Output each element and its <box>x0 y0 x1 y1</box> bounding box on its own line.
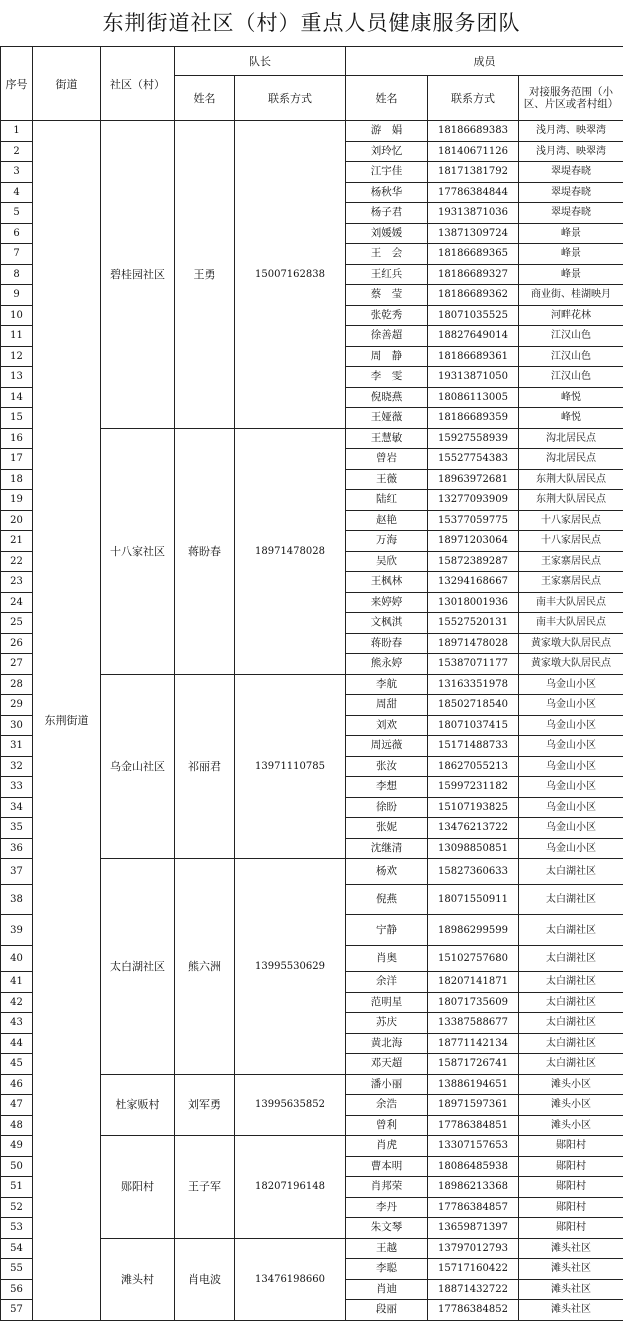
member-scope: 黄家墩大队居民点 <box>519 633 623 654</box>
member-phone: 17786384851 <box>428 1115 519 1136</box>
member-phone: 13163351978 <box>428 674 519 695</box>
row-seq: 17 <box>1 449 33 470</box>
member-phone: 15377059775 <box>428 510 519 531</box>
header-street: 街道 <box>33 47 101 121</box>
leader-phone-cell: 13971110785 <box>235 674 346 859</box>
row-seq: 51 <box>1 1177 33 1198</box>
member-scope: 王家寨居民点 <box>519 551 623 572</box>
member-scope: 河畔花林 <box>519 305 623 326</box>
member-name: 刘媛媛 <box>346 223 428 244</box>
member-scope: 郧阳村 <box>519 1156 623 1177</box>
row-seq: 36 <box>1 838 33 859</box>
member-name: 张汝 <box>346 756 428 777</box>
member-phone: 18502718540 <box>428 695 519 716</box>
member-name: 游 娟 <box>346 121 428 142</box>
member-phone: 18971478028 <box>428 633 519 654</box>
member-name: 邓天超 <box>346 1054 428 1075</box>
member-name: 王红兵 <box>346 264 428 285</box>
header-scope: 对接服务范围（小区、片区或者村组） <box>519 76 623 121</box>
member-scope: 江汉山色 <box>519 367 623 388</box>
member-phone: 18071037415 <box>428 715 519 736</box>
member-phone: 18986299599 <box>428 915 519 946</box>
member-scope: 沟北居民点 <box>519 449 623 470</box>
member-scope: 浅月湾、映翠湾 <box>519 121 623 142</box>
member-scope: 南丰大队居民点 <box>519 613 623 634</box>
member-scope: 峰悦 <box>519 387 623 408</box>
row-seq: 20 <box>1 510 33 531</box>
community-cell: 碧桂园社区 <box>101 121 175 429</box>
row-seq: 15 <box>1 408 33 429</box>
row-seq: 43 <box>1 1013 33 1034</box>
row-seq: 26 <box>1 633 33 654</box>
member-scope: 翠堤春晓 <box>519 203 623 224</box>
row-seq: 53 <box>1 1218 33 1239</box>
member-name: 张乾秀 <box>346 305 428 326</box>
member-phone: 13018001936 <box>428 592 519 613</box>
member-name: 朱文琴 <box>346 1218 428 1239</box>
member-phone: 18071035525 <box>428 305 519 326</box>
header-seq: 序号 <box>1 47 33 121</box>
member-name: 余洋 <box>346 972 428 993</box>
row-seq: 18 <box>1 469 33 490</box>
member-phone: 19313871036 <box>428 203 519 224</box>
community-cell: 杜家贩村 <box>101 1074 175 1136</box>
member-scope: 滩头小区 <box>519 1115 623 1136</box>
leader-name-cell: 蒋盼春 <box>175 428 235 674</box>
member-phone: 18086113005 <box>428 387 519 408</box>
member-name: 李想 <box>346 777 428 798</box>
row-seq: 44 <box>1 1033 33 1054</box>
member-scope: 浅月湾、映翠湾 <box>519 141 623 162</box>
header-leader-contact: 联系方式 <box>235 76 346 121</box>
member-name: 周远薇 <box>346 736 428 757</box>
member-scope: 乌金山小区 <box>519 695 623 716</box>
member-phone: 18771142134 <box>428 1033 519 1054</box>
leader-name-cell: 肖电波 <box>175 1238 235 1320</box>
member-scope: 江汉山色 <box>519 346 623 367</box>
row-seq: 45 <box>1 1054 33 1075</box>
member-scope: 郧阳村 <box>519 1218 623 1239</box>
member-scope: 峰悦 <box>519 408 623 429</box>
member-scope: 王家寨居民点 <box>519 572 623 593</box>
member-name: 杨子君 <box>346 203 428 224</box>
row-seq: 23 <box>1 572 33 593</box>
row-seq: 27 <box>1 654 33 675</box>
member-scope: 乌金山小区 <box>519 674 623 695</box>
row-seq: 28 <box>1 674 33 695</box>
row-seq: 19 <box>1 490 33 511</box>
member-phone: 15827360633 <box>428 859 519 885</box>
row-seq: 29 <box>1 695 33 716</box>
row-seq: 42 <box>1 992 33 1013</box>
row-seq: 38 <box>1 885 33 915</box>
member-scope: 滩头社区 <box>519 1259 623 1280</box>
row-seq: 50 <box>1 1156 33 1177</box>
member-phone: 18186689365 <box>428 244 519 265</box>
member-scope: 乌金山小区 <box>519 756 623 777</box>
member-phone: 13294168667 <box>428 572 519 593</box>
leader-phone-cell: 15007162838 <box>235 121 346 429</box>
community-cell: 滩头村 <box>101 1238 175 1320</box>
member-scope: 太白湖社区 <box>519 972 623 993</box>
member-name: 黄北海 <box>346 1033 428 1054</box>
community-cell: 乌金山社区 <box>101 674 175 859</box>
member-name: 陆红 <box>346 490 428 511</box>
member-name: 王枫林 <box>346 572 428 593</box>
leader-name-cell: 祁丽君 <box>175 674 235 859</box>
member-phone: 15527520131 <box>428 613 519 634</box>
row-seq: 13 <box>1 367 33 388</box>
member-phone: 18627055213 <box>428 756 519 777</box>
member-name: 王越 <box>346 1238 428 1259</box>
header-leader: 队长 <box>175 47 346 76</box>
member-scope: 江汉山色 <box>519 326 623 347</box>
member-scope: 乌金山小区 <box>519 797 623 818</box>
member-scope: 十八家居民点 <box>519 531 623 552</box>
member-scope: 太白湖社区 <box>519 885 623 915</box>
member-scope: 太白湖社区 <box>519 1054 623 1075</box>
member-phone: 13886194651 <box>428 1074 519 1095</box>
member-name: 肖虎 <box>346 1136 428 1157</box>
table-body <box>1 121 623 1321</box>
member-phone: 13277093909 <box>428 490 519 511</box>
row-seq: 40 <box>1 946 33 972</box>
member-scope: 乌金山小区 <box>519 777 623 798</box>
member-name: 余浩 <box>346 1095 428 1116</box>
member-phone: 15107193825 <box>428 797 519 818</box>
street-cell: 东荆街道 <box>33 121 101 1321</box>
member-name: 王娅薇 <box>346 408 428 429</box>
member-scope: 十八家居民点 <box>519 510 623 531</box>
member-name: 吴欣 <box>346 551 428 572</box>
row-seq: 57 <box>1 1300 33 1321</box>
row-seq: 33 <box>1 777 33 798</box>
row-seq: 41 <box>1 972 33 993</box>
member-phone: 18986213368 <box>428 1177 519 1198</box>
member-phone: 15102757680 <box>428 946 519 972</box>
row-seq: 7 <box>1 244 33 265</box>
row-seq: 49 <box>1 1136 33 1157</box>
member-scope: 滩头小区 <box>519 1095 623 1116</box>
member-scope: 乌金山小区 <box>519 838 623 859</box>
row-seq: 8 <box>1 264 33 285</box>
member-phone: 13871309724 <box>428 223 519 244</box>
member-phone: 19313871050 <box>428 367 519 388</box>
member-scope: 翠堤春晓 <box>519 162 623 183</box>
member-name: 沈继清 <box>346 838 428 859</box>
leader-phone-cell: 13476198660 <box>235 1238 346 1320</box>
member-name: 蒋盼春 <box>346 633 428 654</box>
member-phone: 13659871397 <box>428 1218 519 1239</box>
member-phone: 17786384844 <box>428 182 519 203</box>
member-scope: 太白湖社区 <box>519 992 623 1013</box>
member-phone: 15997231182 <box>428 777 519 798</box>
member-scope: 太白湖社区 <box>519 915 623 946</box>
row-seq: 32 <box>1 756 33 777</box>
member-phone: 18186689327 <box>428 264 519 285</box>
member-name: 苏庆 <box>346 1013 428 1034</box>
row-seq: 3 <box>1 162 33 183</box>
row-seq: 6 <box>1 223 33 244</box>
row-seq: 2 <box>1 141 33 162</box>
member-name: 李聪 <box>346 1259 428 1280</box>
member-scope: 滩头社区 <box>519 1279 623 1300</box>
member-scope: 翠堤春晓 <box>519 182 623 203</box>
member-phone: 18086485938 <box>428 1156 519 1177</box>
row-seq: 54 <box>1 1238 33 1259</box>
row-seq: 9 <box>1 285 33 306</box>
member-phone: 15527754383 <box>428 449 519 470</box>
member-scope: 太白湖社区 <box>519 1033 623 1054</box>
row-seq: 37 <box>1 859 33 885</box>
row-seq: 39 <box>1 915 33 946</box>
member-name: 范明星 <box>346 992 428 1013</box>
member-phone: 18071550911 <box>428 885 519 915</box>
member-name: 李航 <box>346 674 428 695</box>
member-phone: 18140671126 <box>428 141 519 162</box>
member-name: 文枫淇 <box>346 613 428 634</box>
member-phone: 15872389287 <box>428 551 519 572</box>
member-name: 周 静 <box>346 346 428 367</box>
member-name: 徐盼 <box>346 797 428 818</box>
row-seq: 35 <box>1 818 33 839</box>
member-phone: 15927558939 <box>428 428 519 449</box>
member-name: 杨欢 <box>346 859 428 885</box>
member-phone: 18186689361 <box>428 346 519 367</box>
member-scope: 郧阳村 <box>519 1177 623 1198</box>
member-scope: 峰景 <box>519 223 623 244</box>
header-leader-name: 姓名 <box>175 76 235 121</box>
member-scope: 商业街、桂湖映月 <box>519 285 623 306</box>
header-members: 成员 <box>346 47 623 76</box>
table-row <box>1 121 623 142</box>
member-scope: 滩头社区 <box>519 1238 623 1259</box>
member-scope: 太白湖社区 <box>519 859 623 885</box>
member-scope: 滩头社区 <box>519 1300 623 1321</box>
member-name: 曹本明 <box>346 1156 428 1177</box>
member-phone: 13476213722 <box>428 818 519 839</box>
member-scope: 东荆大队居民点 <box>519 469 623 490</box>
row-seq: 11 <box>1 326 33 347</box>
member-phone: 13307157653 <box>428 1136 519 1157</box>
member-name: 刘欢 <box>346 715 428 736</box>
member-scope: 南丰大队居民点 <box>519 592 623 613</box>
member-name: 王薇 <box>346 469 428 490</box>
member-phone: 18971203064 <box>428 531 519 552</box>
member-name: 周甜 <box>346 695 428 716</box>
member-phone: 13387588677 <box>428 1013 519 1034</box>
member-name: 张妮 <box>346 818 428 839</box>
member-name: 赵艳 <box>346 510 428 531</box>
member-scope: 乌金山小区 <box>519 736 623 757</box>
member-name: 潘小丽 <box>346 1074 428 1095</box>
member-scope: 沟北居民点 <box>519 428 623 449</box>
member-name: 王慧敏 <box>346 428 428 449</box>
member-scope: 太白湖社区 <box>519 1013 623 1034</box>
member-scope: 郧阳村 <box>519 1136 623 1157</box>
member-phone: 18963972681 <box>428 469 519 490</box>
member-phone: 18171381792 <box>428 162 519 183</box>
row-seq: 24 <box>1 592 33 613</box>
member-phone: 15171488733 <box>428 736 519 757</box>
leader-phone-cell: 13995635852 <box>235 1074 346 1136</box>
member-name: 肖邦荣 <box>346 1177 428 1198</box>
row-seq: 12 <box>1 346 33 367</box>
row-seq: 47 <box>1 1095 33 1116</box>
member-name: 王 会 <box>346 244 428 265</box>
member-scope: 滩头小区 <box>519 1074 623 1095</box>
member-phone: 15717160422 <box>428 1259 519 1280</box>
member-scope: 东荆大队居民点 <box>519 490 623 511</box>
row-seq: 52 <box>1 1197 33 1218</box>
row-seq: 14 <box>1 387 33 408</box>
member-name: 万海 <box>346 531 428 552</box>
member-phone: 18827649014 <box>428 326 519 347</box>
member-phone: 15387071177 <box>428 654 519 675</box>
header-member-contact: 联系方式 <box>428 76 519 121</box>
row-seq: 46 <box>1 1074 33 1095</box>
member-name: 段丽 <box>346 1300 428 1321</box>
member-scope: 峰景 <box>519 244 623 265</box>
member-name: 倪燕 <box>346 885 428 915</box>
row-seq: 25 <box>1 613 33 634</box>
health-team-table <box>0 46 623 1321</box>
member-name: 倪晓燕 <box>346 387 428 408</box>
row-seq: 1 <box>1 121 33 142</box>
member-name: 杨秋华 <box>346 182 428 203</box>
member-phone: 17786384852 <box>428 1300 519 1321</box>
member-name: 徐善超 <box>346 326 428 347</box>
member-name: 熊永婷 <box>346 654 428 675</box>
leader-phone-cell: 18971478028 <box>235 428 346 674</box>
community-cell: 十八家社区 <box>101 428 175 674</box>
member-name: 李 雯 <box>346 367 428 388</box>
member-phone: 18871432722 <box>428 1279 519 1300</box>
row-seq: 4 <box>1 182 33 203</box>
member-scope: 乌金山小区 <box>519 818 623 839</box>
row-seq: 5 <box>1 203 33 224</box>
leader-phone-cell: 18207196148 <box>235 1136 346 1239</box>
member-name: 肖迪 <box>346 1279 428 1300</box>
member-name: 蔡 莹 <box>346 285 428 306</box>
member-phone: 18186689359 <box>428 408 519 429</box>
leader-name-cell: 熊六洲 <box>175 859 235 1075</box>
member-phone: 18071735609 <box>428 992 519 1013</box>
member-scope: 太白湖社区 <box>519 946 623 972</box>
row-seq: 21 <box>1 531 33 552</box>
row-seq: 22 <box>1 551 33 572</box>
leader-name-cell: 刘军勇 <box>175 1074 235 1136</box>
member-scope: 峰景 <box>519 264 623 285</box>
row-seq: 10 <box>1 305 33 326</box>
member-scope: 黄家墩大队居民点 <box>519 654 623 675</box>
leader-name-cell: 王子军 <box>175 1136 235 1239</box>
member-name: 宁静 <box>346 915 428 946</box>
member-name: 肖奥 <box>346 946 428 972</box>
member-phone: 13797012793 <box>428 1238 519 1259</box>
member-phone: 18971597361 <box>428 1095 519 1116</box>
member-phone: 13098850851 <box>428 838 519 859</box>
member-name: 刘玲忆 <box>346 141 428 162</box>
community-cell: 太白湖社区 <box>101 859 175 1075</box>
community-cell: 郧阳村 <box>101 1136 175 1239</box>
member-phone: 18207141871 <box>428 972 519 993</box>
member-phone: 17786384857 <box>428 1197 519 1218</box>
row-seq: 34 <box>1 797 33 818</box>
member-name: 曾利 <box>346 1115 428 1136</box>
leader-phone-cell: 13995530629 <box>235 859 346 1075</box>
header-member-name: 姓名 <box>346 76 428 121</box>
member-phone: 18186689362 <box>428 285 519 306</box>
row-seq: 55 <box>1 1259 33 1280</box>
member-phone: 15871726741 <box>428 1054 519 1075</box>
row-seq: 30 <box>1 715 33 736</box>
leader-name-cell: 王勇 <box>175 121 235 429</box>
member-name: 李丹 <box>346 1197 428 1218</box>
member-name: 来婷婷 <box>346 592 428 613</box>
header-community: 社区（村） <box>101 47 175 121</box>
page-title: 东荆街道社区（村）重点人员健康服务团队 <box>0 0 623 46</box>
member-scope: 乌金山小区 <box>519 715 623 736</box>
member-phone: 18186689383 <box>428 121 519 142</box>
member-name: 曾岩 <box>346 449 428 470</box>
row-seq: 56 <box>1 1279 33 1300</box>
row-seq: 16 <box>1 428 33 449</box>
row-seq: 48 <box>1 1115 33 1136</box>
row-seq: 31 <box>1 736 33 757</box>
member-name: 江宇佳 <box>346 162 428 183</box>
member-scope: 郧阳村 <box>519 1197 623 1218</box>
